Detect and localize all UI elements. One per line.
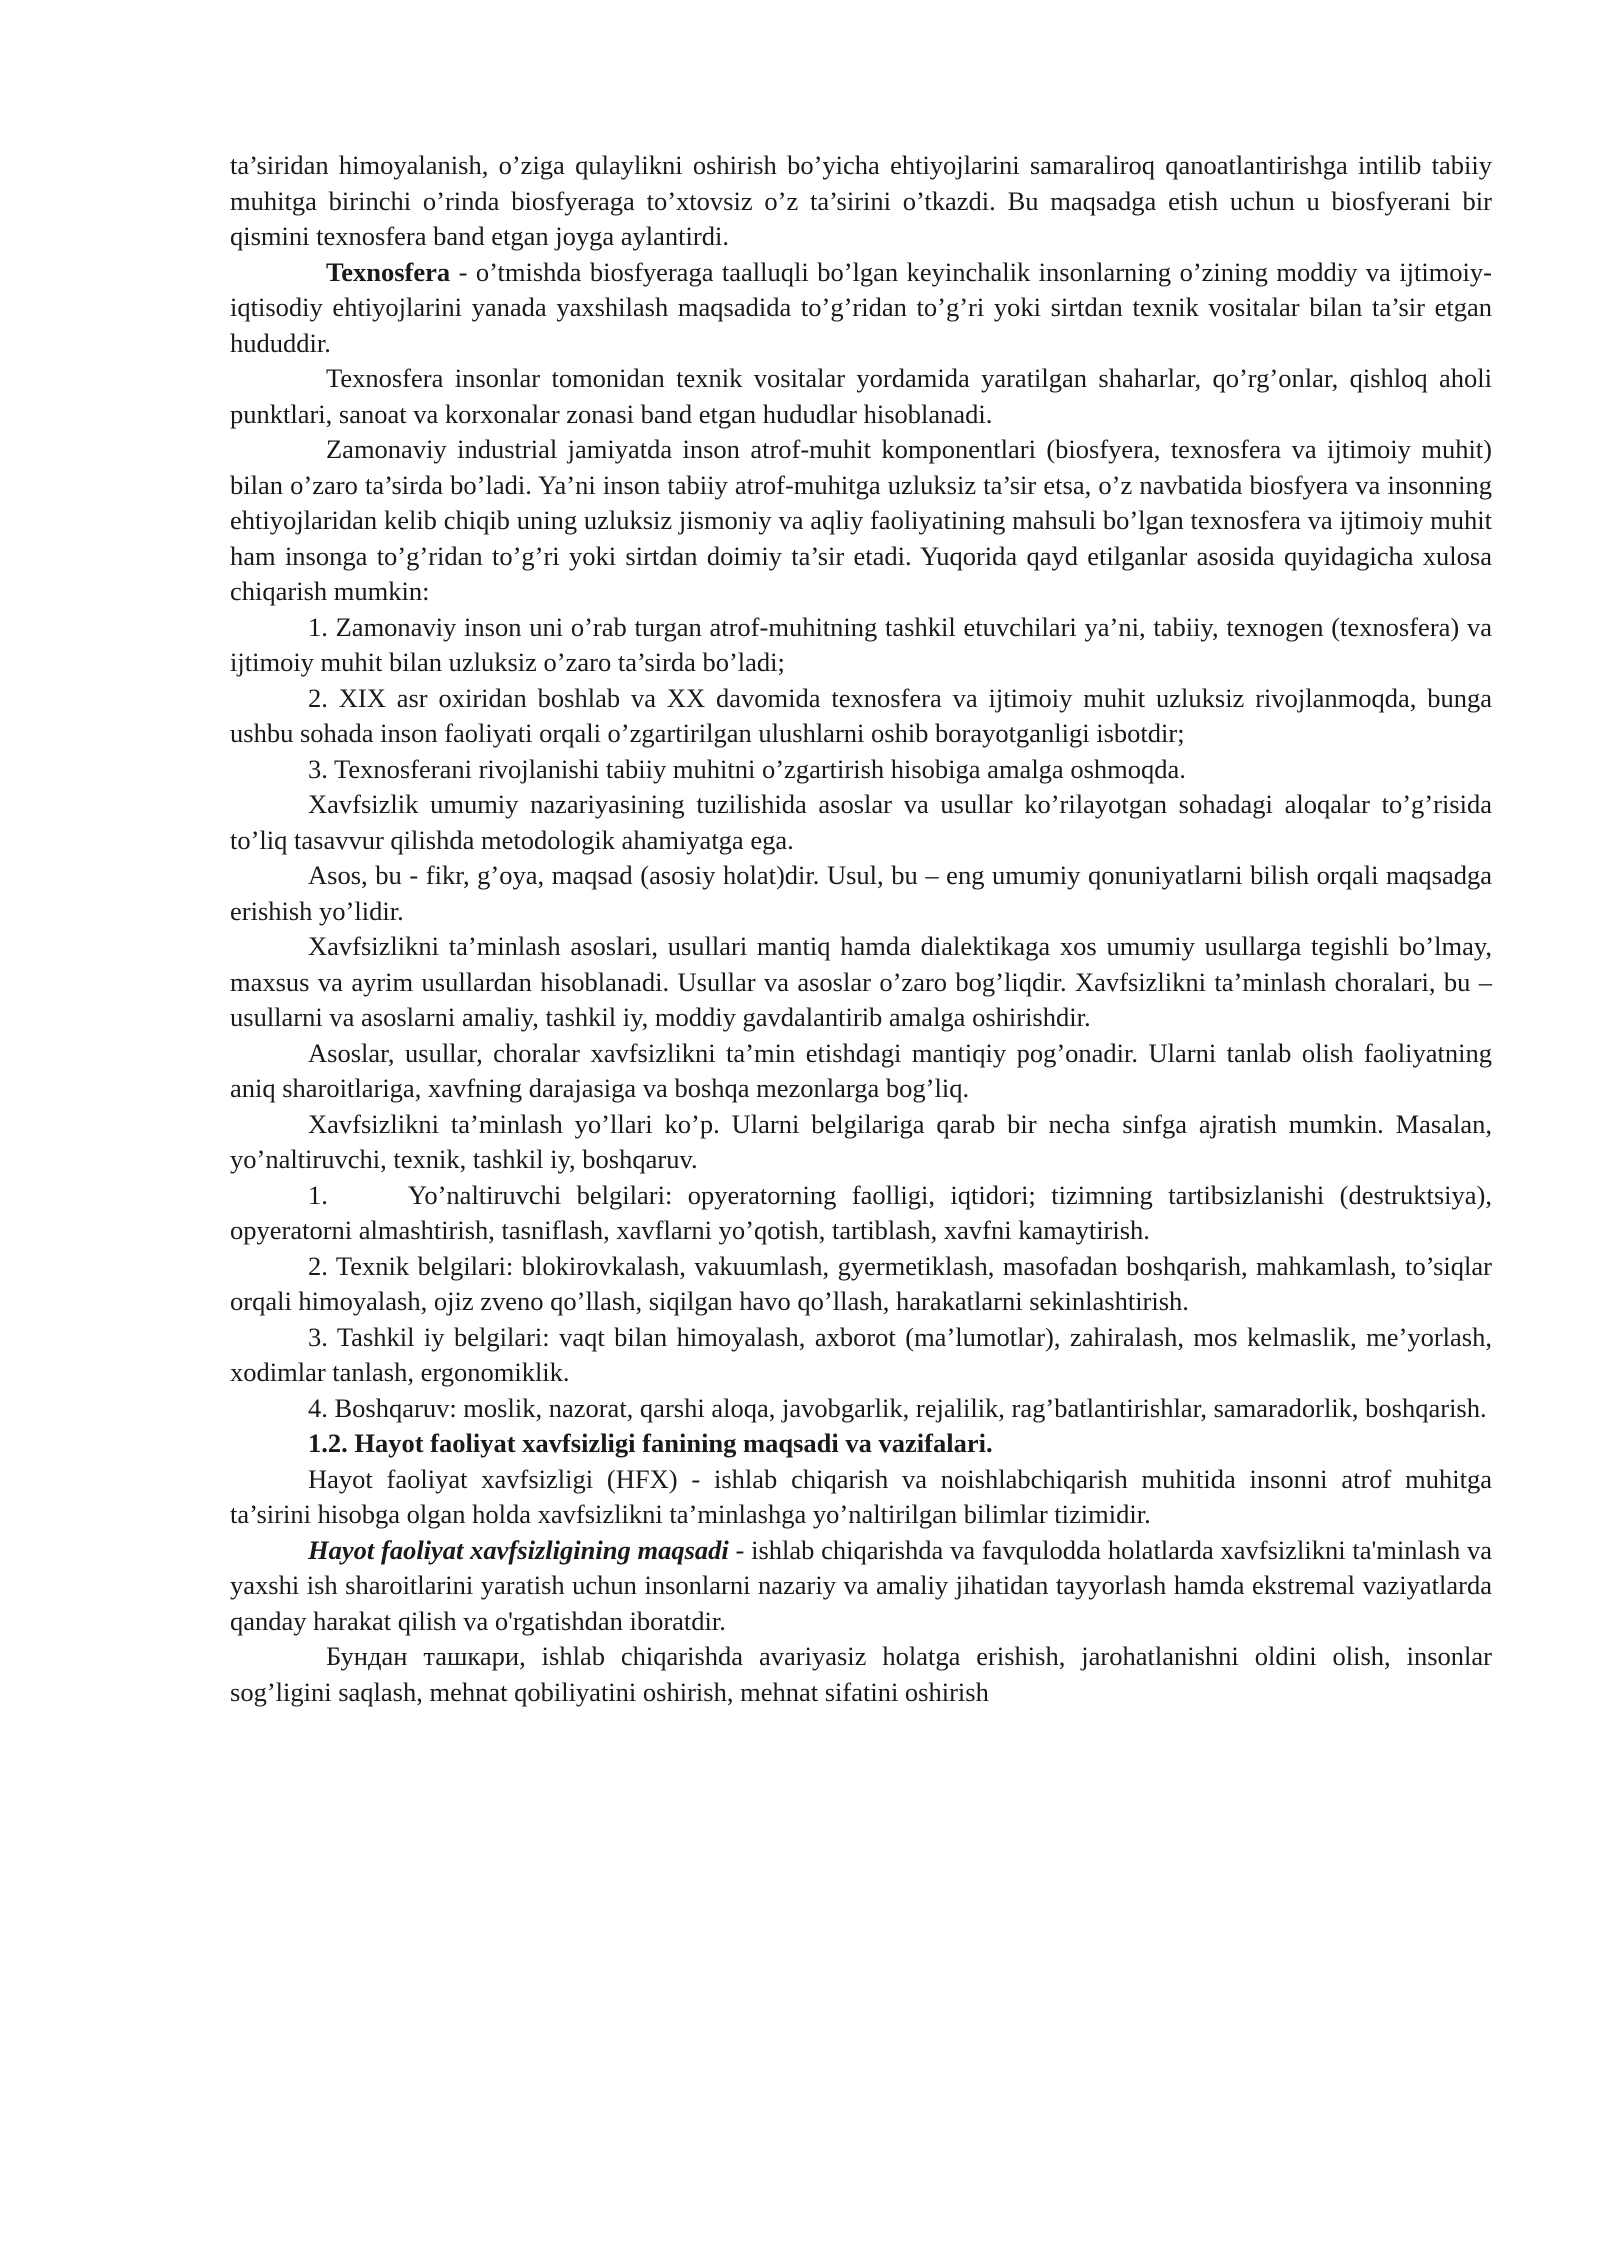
section-heading: 1.2. Hayot faoliyat xavfsizligi fanining maqsadi va vazifalari. xyxy=(308,1428,993,1458)
list-item-3: 3. Texnosferani rivojlanishi tabiiy muhitni o’zgartirish hisobiga amalga oshmoqda. xyxy=(308,753,1186,784)
paragraph-texnosfera-definition xyxy=(230,255,1492,362)
document-page xyxy=(230,148,1492,1710)
paragraph-additional: Бундан ташкари, ishlab chiqarishda avariyasiz holatga erishish, jarohatlanishni oldini olish, insonlar sog’ligini saqlash, mehnat qobiliyatini oshirish, mehnat sifatini oshirish xyxy=(230,1641,1492,1707)
paragraph-intro: ta’siridan himoyalanish, o’ziga qulaylikni oshirish bo’yicha ehtiyojlarini samaraliroq qanoatlantirishga intilib tabiiy muhitga birinchi o’rinda biosfyeraga to’xtovsiz o’z ta’sirini o’tkazdi. Bu maqsadga etish uchun u biosfyerani bir qismini texnosfera band etgan joyga aylantirdi. xyxy=(230,150,1492,251)
paragraph-logical-step: Asoslar, usullar, choralar xavfsizlikni ta’min etishdagi mantiqiy pog’onadir. Ularni tanlab olish faoliyatning aniq sharoitlariga, xavfning darajasiga va boshqa mezonlarga bog’liq. xyxy=(230,1037,1492,1103)
term-hfx-goal: Hayot faoliyat xavfsizligining maqsadi xyxy=(308,1534,729,1565)
paragraph-safety-ways: Xavfsizlikni ta’minlash yo’llari ko’p. Ularni belgilariga qarab bir necha sinfga ajratish mumkin. Masalan, yo’naltiruvchi, texnik, tashkil iy, boshqaruv. xyxy=(230,1108,1492,1174)
paragraph-hfx-definition: Hayot faoliyat xavfsizligi (HFX) - ishlab chiqarish va noishlabchiqarish muhitida insonni atrof muhitga ta’sirini hisobga olgan holda xavfsizlikni ta’minlashga yo’naltirilgan bilimlar tizimidir. xyxy=(230,1463,1492,1529)
method-item-4: 4. Boshqaruv: moslik, nazorat, qarshi aloqa, javobgarlik, rejalilik, rag’batlantirishlar, samaradorlik, boshqarish. xyxy=(308,1392,1487,1423)
method-item-3: 3. Tashkil iy belgilari: vaqt bilan himoyalash, axborot (ma’lumotlar), zahiralash, mos kelmaslik, me’yorlash, xodimlar tanlash, ergonomiklik. xyxy=(230,1321,1492,1387)
paragraph-safety-theory: Xavfsizlik umumiy nazariyasining tuzilishida asoslar va usullar ko’rilayotgan sohadagi aloqalar to’g’risida to’liq tasavvur qilishda metodologik ahamiyatga ega. xyxy=(230,789,1492,855)
paragraph-safety-methods: Xavfsizlikni ta’minlash asoslari, usullari mantiq hamda dialektikaga xos umumiy usullarga tegishli bo’lmay, maxsus va ayrim usullardan hisoblanadi. Usullar va asoslar o’zaro bog’liqdir. Xavfsizlikni ta’minlash choralari, bu – usullarni va asoslarni amaliy, tashkil iy, moddiy gavdalantirib amalga oshirishdir. xyxy=(230,931,1492,1032)
method-number: 1. xyxy=(308,1179,328,1210)
term-texnosfera: Texnosfera xyxy=(326,256,451,287)
paragraph-hfx-goal xyxy=(230,1533,1492,1640)
method-item-1 xyxy=(230,1178,1492,1249)
definition-text: - o’tmishda biosfyeraga taalluqli bo’lgan keyinchalik insonlarning o’zining moddiy va ijtimoiy-iqtisodiy ehtiyojlarini yanada yaxshilash maqsadida to’g’ridan to’g’ri yoki sirtdan texnik vositalar bilan ta’sir etgan hududdir. xyxy=(230,256,1492,358)
method-text: Yo’naltiruvchi belgilari: opyeratorning faolligi, iqtidori; tizimning tartibsizlanishi (destruktsiya), opyeratorni almashtirish, tasniflash, xavflarni yo’qotish, tartiblash, xavfni kamaytirish. xyxy=(230,1179,1492,1245)
paragraph-texnosfera-areas: Texnosfera insonlar tomonidan texnik vositalar yordamida yaratilgan shaharlar, qo’rg’onlar, qishloq aholi punktlari, sanoat va korxonalar zonasi band etgan hududlar hisoblanadi. xyxy=(230,363,1492,429)
method-item-2: 2. Texnik belgilari: blokirovkalash, vakuumlash, gyermetiklash, masofadan boshqarish, mahkamlash, to’siqlar orqali himoyalash, ojiz zveno qo’llash, siqilgan havo qo’llash, harakatlarni sekinlashtirish. xyxy=(230,1250,1492,1316)
list-item-1: 1. Zamonaviy inson uni o’rab turgan atrof-muhitning tashkil etuvchilari ya’ni, tabiiy, texnogen (texnosfera) va ijtimoiy muhit bilan uzluksiz o’zaro ta’sirda bo’ladi; xyxy=(230,611,1492,677)
goal-text: - ishlab chiqarishda va favqulodda holatlarda xavfsizlikni ta'minlash va yaxshi ish sharoitlarini yaratish uchun insonlarni nazariy va amaliy jihatidan tayyorlash hamda ekstremal vaziyatlarda qanday harakat qilish va o'rgatishdan iboratdir. xyxy=(230,1534,1492,1636)
paragraph-industrial-society: Zamonaviy industrial jamiyatda inson atrof-muhit komponentlari (biosfyera, texnosfera va ijtimoiy muhit) bilan o’zaro ta’sirda bo’ladi. Ya’ni inson tabiiy atrof-muhitga uzluksiz ta’sir etsa, o’z navbatida biosfyera va insonning ehtiyojlaridan kelib chiqib uning uzluksiz jismoniy va aqliy faoliyatining mahsuli bo’lgan texnosfera va ijtimoiy muhit ham insonga to’g’ridan to’g’ri yoki sirtdan doimiy ta’sir etadi. Yuqorida qayd etilganlar asosida quyidagicha xulosa chiqarish mumkin: xyxy=(230,434,1492,606)
list-item-2: 2. XIX asr oxiridan boshlab va XX davomida texnosfera va ijtimoiy muhit uzluksiz rivojlanmoqda, bunga ushbu sohada inson faoliyati orqali o’zgartirilgan ulushlarni oshib borayotganligi isbotdir; xyxy=(230,682,1492,748)
paragraph-basis-method: Asos, bu - fikr, g’oya, maqsad (asosiy holat)dir. Usul, bu – eng umumiy qonuniyatlarni bilish orqali maqsadga erishish yo’lidir. xyxy=(230,860,1492,926)
